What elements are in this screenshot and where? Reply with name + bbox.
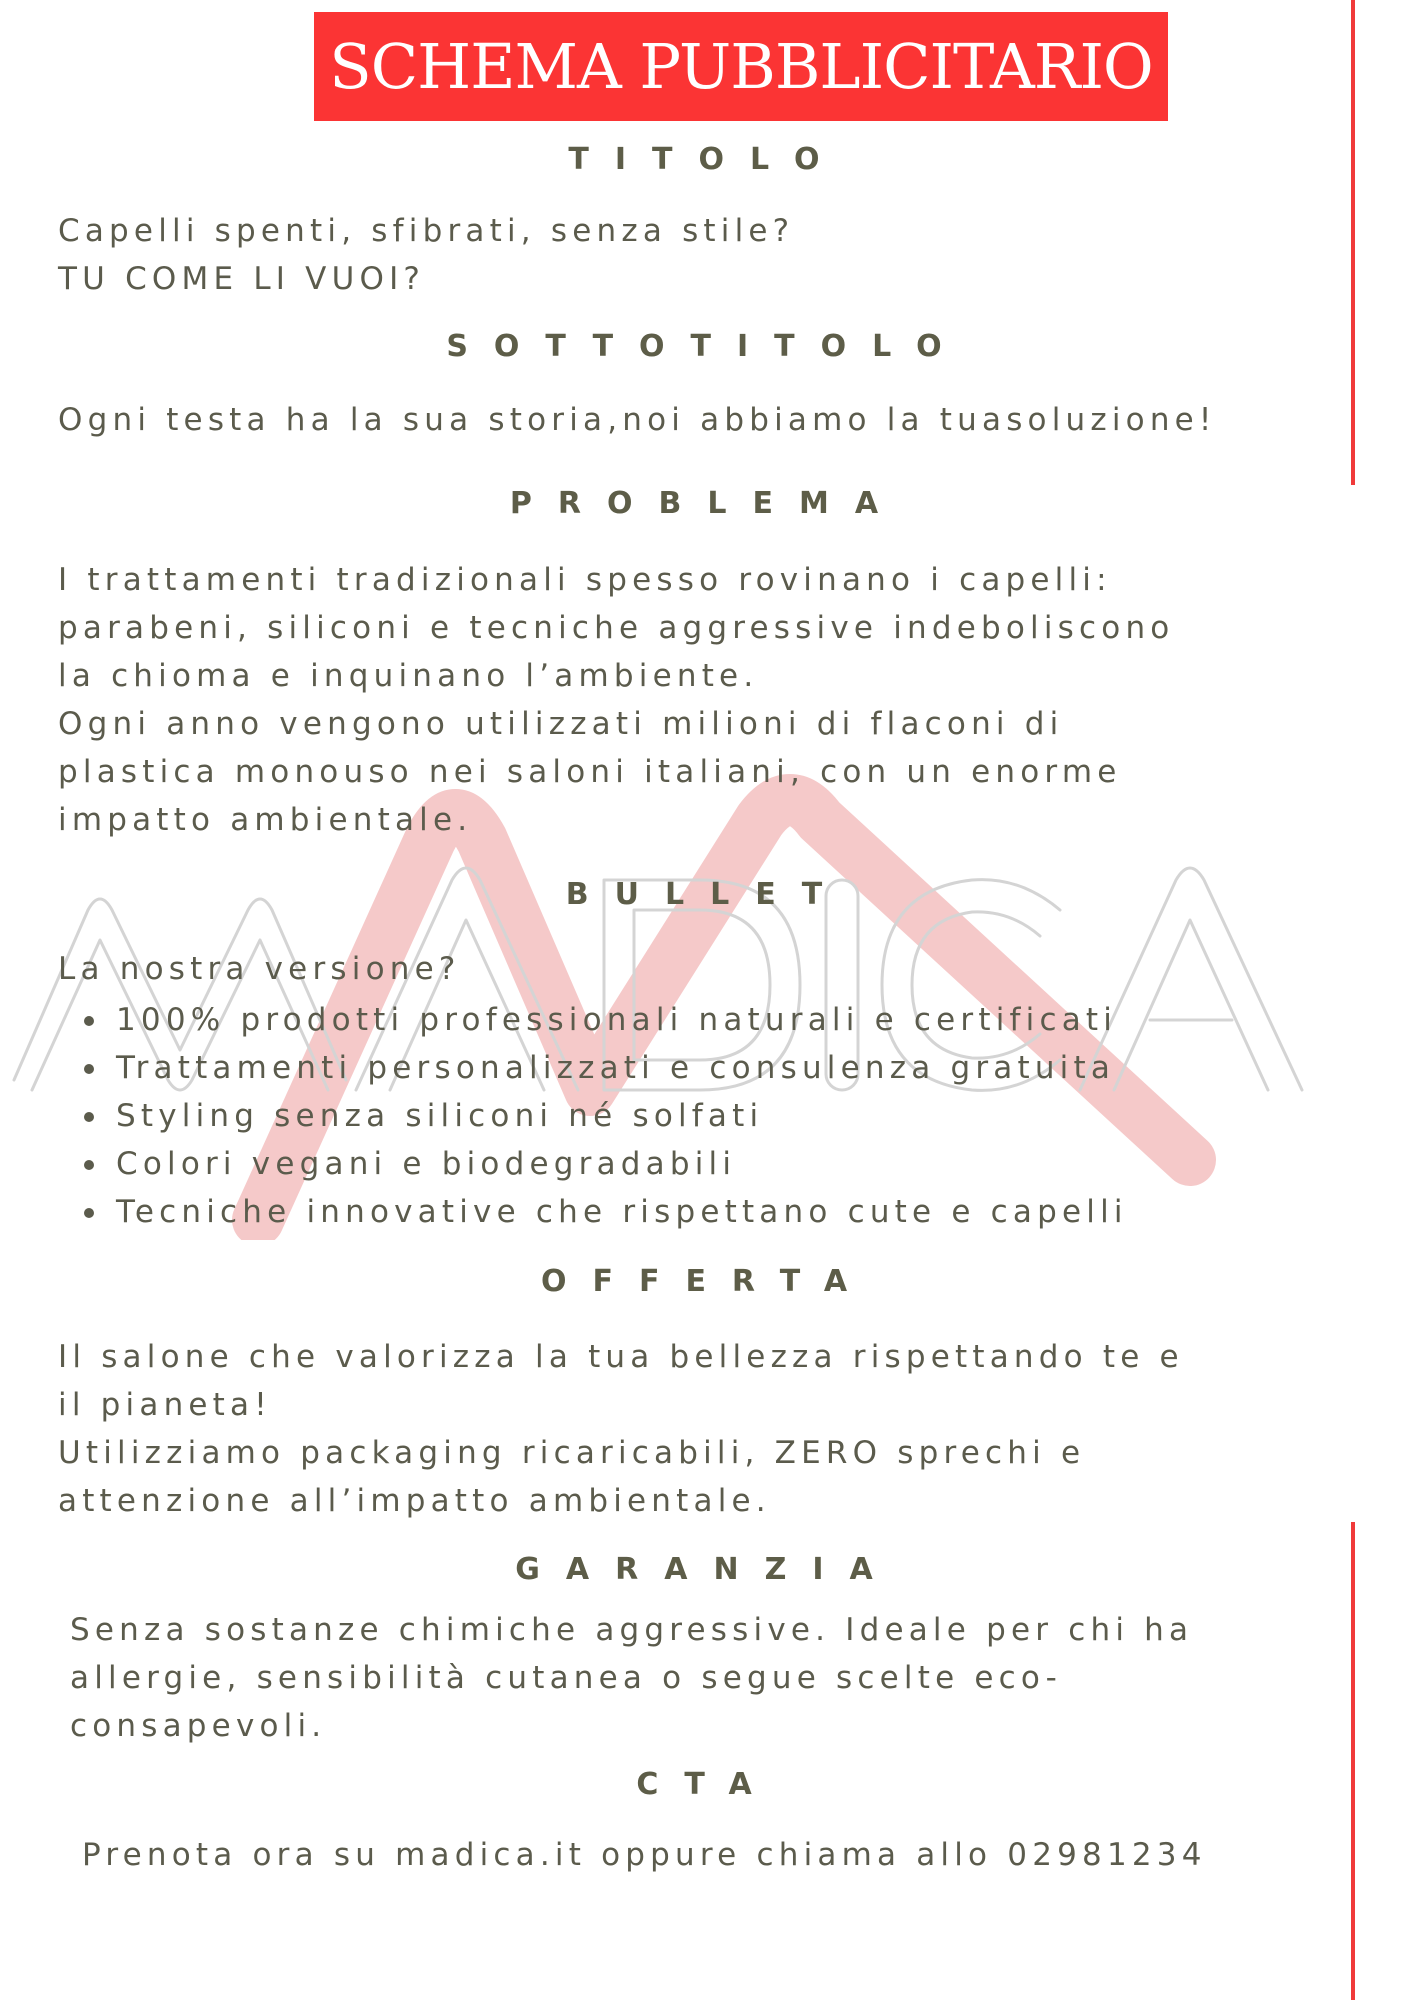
cta-text: Prenota ora su madica.it oppure chiama allo 02981234 [82,1837,1207,1873]
bullet-dot [84,1208,94,1218]
benefits-list [58,996,1128,1236]
list-item [58,1092,1128,1140]
bullet-dot [84,1016,94,1026]
section-body-garanzia: Senza sostanze chimiche aggressive. Ideale per chi ha allergie, sensibilità cutanea o segue scelte eco- consapevoli. [70,1612,1194,1744]
section-heading-garanzia: GARANZIA [515,1552,899,1587]
section-body-offerta: Il salone che valorizza la tua bellezza rispettando te e il pianeta! Utilizziamo packaging ricaricabili, ZERO sprechi e attenzione all’impatto ambientale. [58,1339,1184,1519]
list-item [58,996,1128,1044]
list-item-text: 100% prodotti professionali naturali e certificati [116,1002,1118,1038]
bullet-dot [84,1112,94,1122]
list-item [58,1044,1128,1092]
bullet-intro: La nostra versione? [58,951,461,987]
list-item [58,1140,1128,1188]
section-heading-bullet: BULLET [565,877,849,912]
section-body-sottotitolo: Ogni testa ha la sua storia,noi abbiamo la tuasoluzione! [58,402,1217,438]
list-item-text: Colori vegani e biodegradabili [116,1146,737,1182]
list-item-text: Trattamenti personalizzati e consulenza gratuita [116,1050,1116,1086]
accent-line-bottom [1351,1522,1355,2000]
section-heading-titolo: TITOLO [568,142,846,177]
section-body-titolo: Capelli spenti, sfibrati, senza stile? TU COME LI VUOI? [58,213,795,297]
title-banner [314,12,1168,121]
list-item [58,1188,1128,1236]
list-item-text: Styling senza siliconi né solfati [116,1098,764,1134]
accent-line-top [1351,0,1355,485]
section-heading-sottotitolo: SOTTOTITOLO [446,329,968,364]
section-body-problema: I trattamenti tradizionali spesso rovinano i capelli: parabeni, siliconi e tecniche aggressive indeboliscono la chioma e inquinano l’ambiente. Ogni anno vengono utilizzati milioni di flaconi di plastica monouso nei saloni italiani, con un enorme impatto ambientale. [58,562,1175,838]
bullet-dot [84,1160,94,1170]
section-heading-offerta: OFFERTA [540,1264,874,1299]
list-item-text: Tecniche innovative che rispettano cute e capelli [116,1194,1128,1230]
section-heading-problema: PROBLEMA [509,486,905,521]
page-title: SCHEMA PUBBLICITARIO [329,30,1153,103]
section-heading-cta: CTA [636,1767,778,1802]
bullet-dot [84,1064,94,1074]
